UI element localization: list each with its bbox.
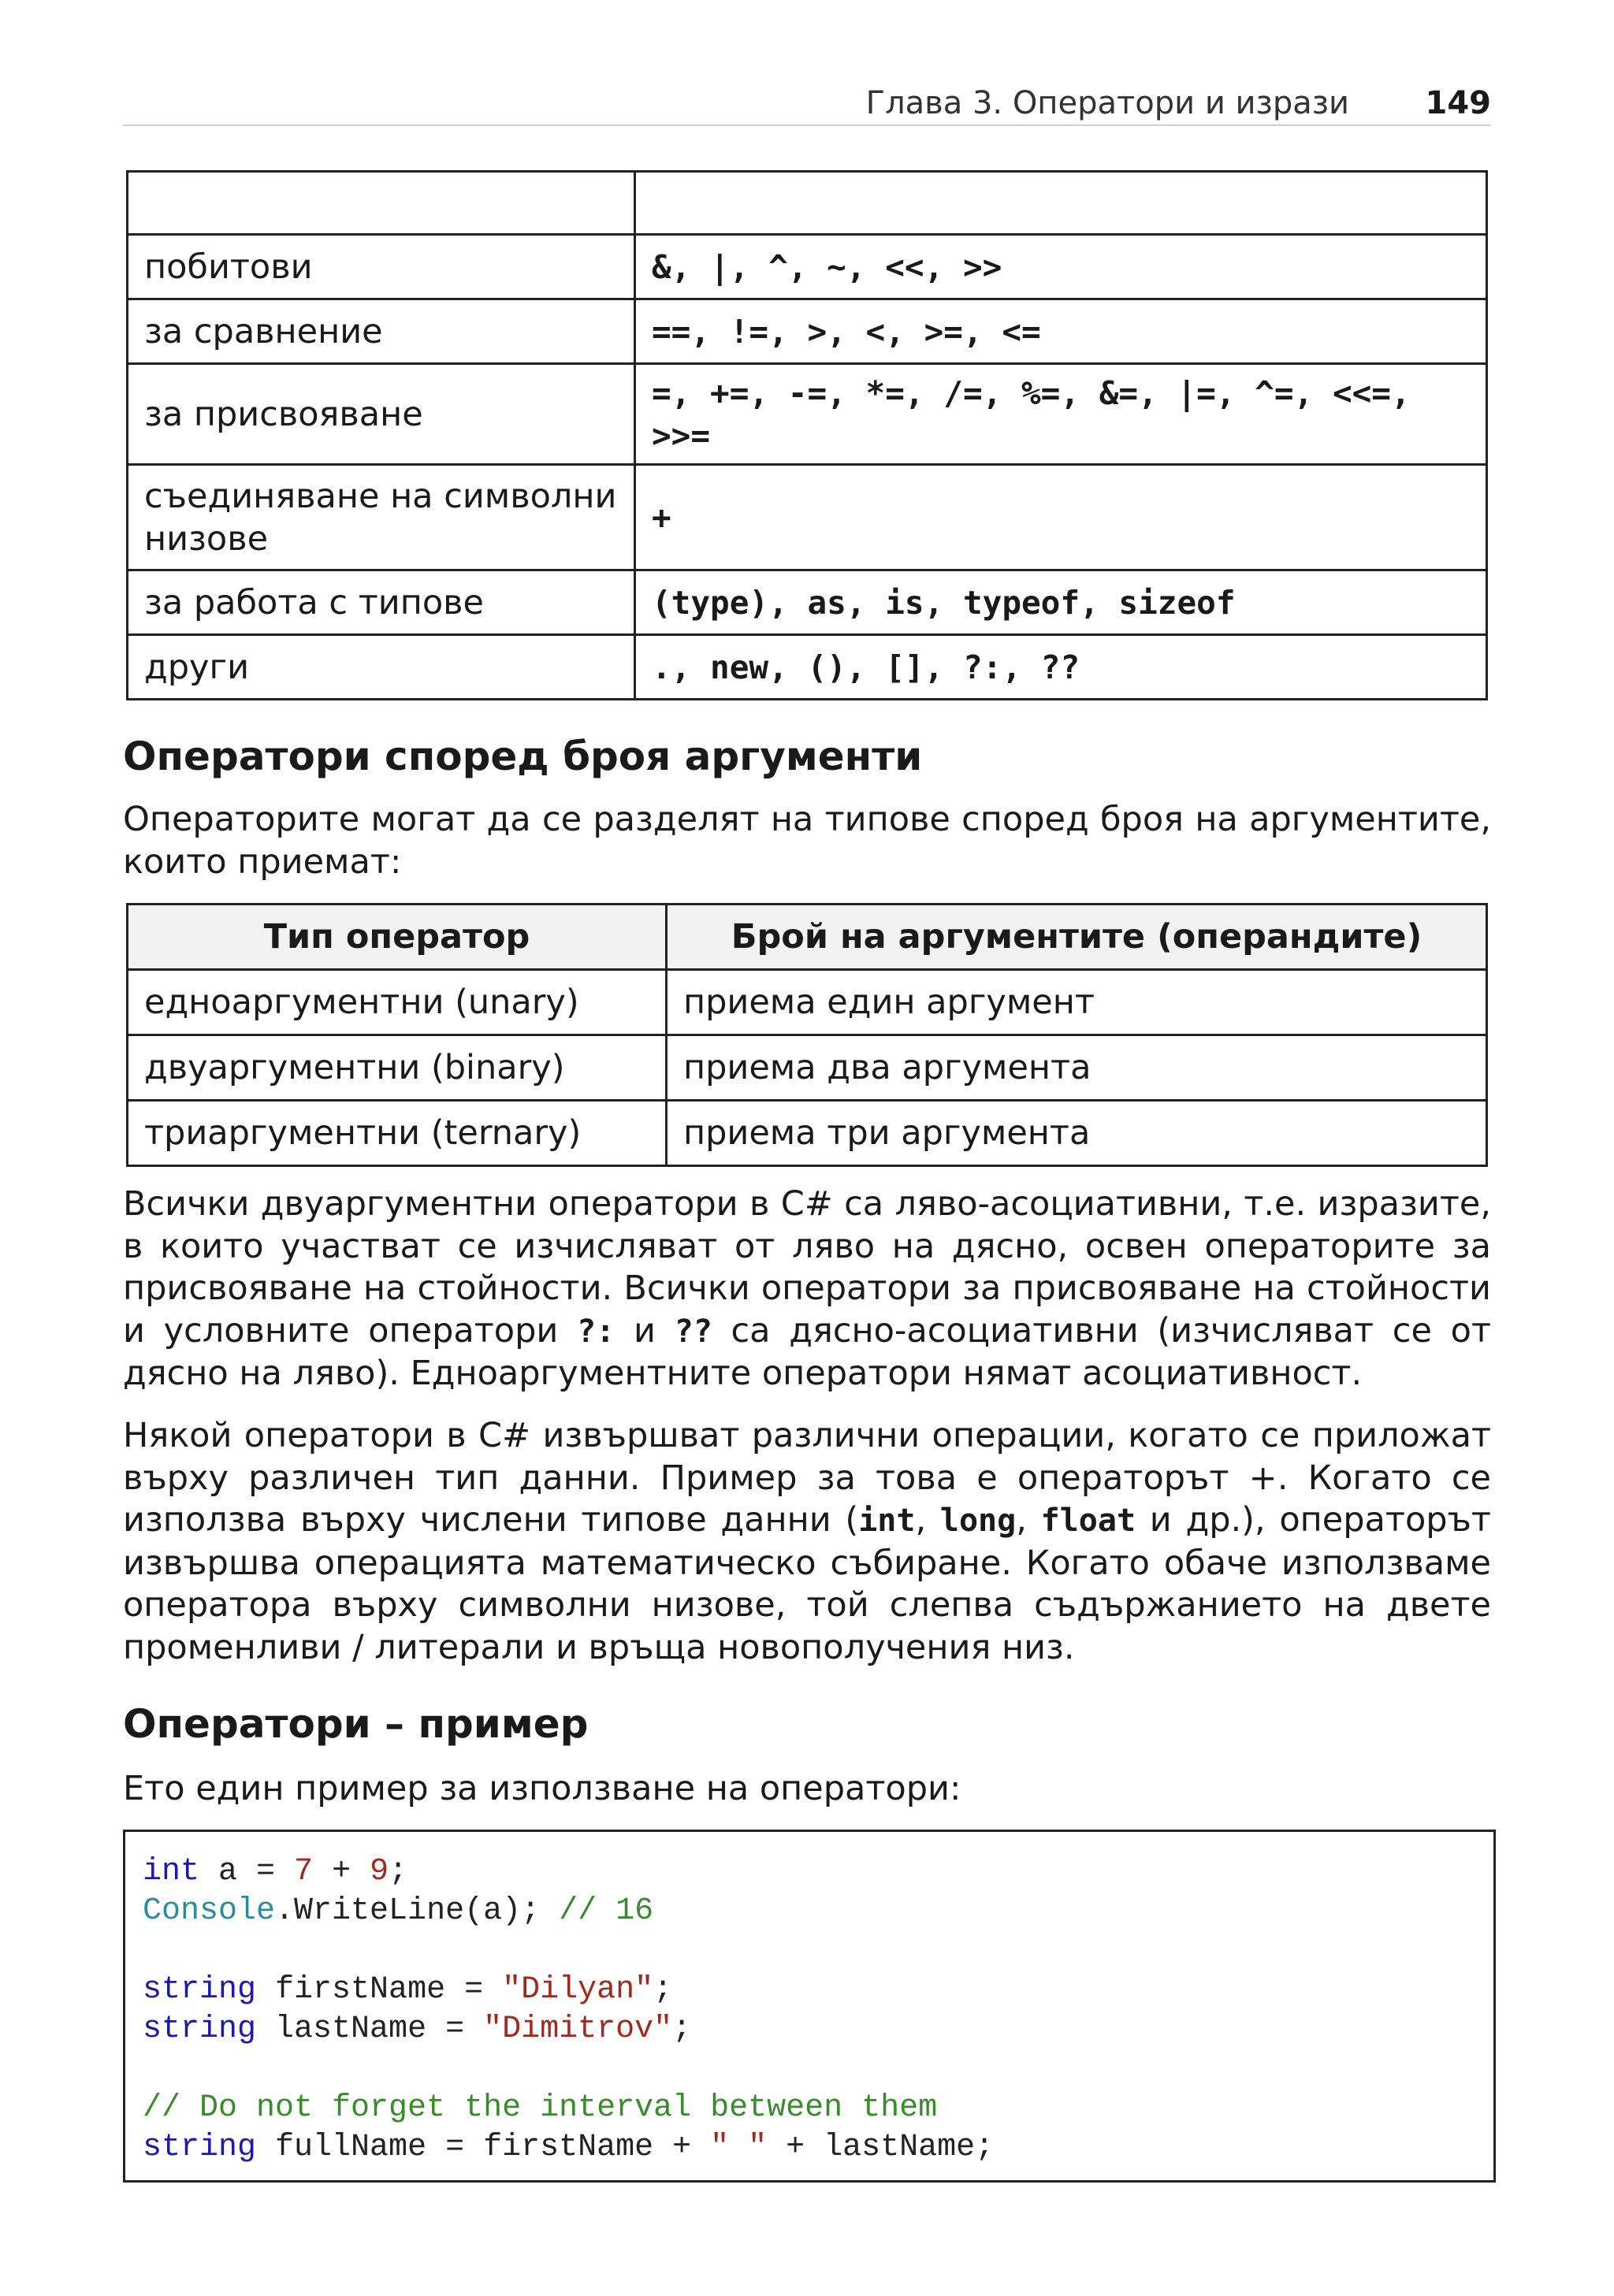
operator-type-cell: едноаргументни (unary) [128,970,667,1035]
section-heading-example: Оператори – пример [123,1701,589,1747]
page-number: 149 [1425,85,1491,121]
operators-cell: (type), as, is, typeof, sizeof [635,570,1487,635]
table-row [128,172,1487,235]
argument-count-cell: приема три аргумента [667,1101,1487,1166]
inline-code: ?: [577,1313,615,1350]
code-text: ; [389,1854,408,1889]
code-text: firstName = [256,1972,503,2008]
code-string: "Dimitrov" [483,2012,673,2047]
category-cell: за работа с типове [128,570,635,635]
associativity-paragraph [123,1183,1491,1395]
operators-cell: + [635,465,1487,570]
table-row [128,465,1487,570]
paragraph-text: са дясно-асоциативни (изчисляват се от дясно на ляво). Едноаргументните оператори нямат асоциативност. [123,1310,1491,1393]
inline-code: long [939,1503,1017,1539]
operators-by-category-table [126,170,1488,700]
argument-count-cell: приема два аргумента [667,1035,1487,1101]
table-row [128,635,1487,700]
table-row [128,364,1487,465]
code-number: 7 [294,1854,314,1889]
column-header-argument-count: Брой на аргументите (операндите) [667,905,1487,970]
table-row [128,1101,1487,1166]
operators-cell: &, |, ^, ~, <<, >> [635,235,1487,299]
code-keyword: string [143,1972,257,2008]
category-cell: за сравнение [128,299,635,364]
category-cell: съединяване на символни низове [128,465,635,570]
code-string: " " [710,2130,768,2165]
code-text: .WriteLine(a); [275,1893,560,1929]
overloading-paragraph [123,1415,1491,1669]
operator-type-cell: двуаргументни (binary) [128,1035,667,1101]
paragraph-text: , [915,1500,940,1540]
code-number: 9 [370,1854,389,1889]
chapter-title: Глава 3. Оператори и изрази [865,85,1349,121]
table-row [128,235,1487,299]
table-row [128,570,1487,635]
code-listing [123,1830,1496,2183]
operator-arity-table [126,903,1488,1167]
operators-cell: ==, !=, >, <, >=, <= [635,299,1487,364]
code-keyword: string [143,2130,257,2165]
column-header-operator-type: Тип оператор [128,905,667,970]
code-comment: // 16 [559,1893,654,1929]
table-row [128,299,1487,364]
code-keyword: string [143,2012,257,2047]
code-text: fullName = firstName + [256,2130,711,2165]
code-text: ; [653,1972,673,2008]
operators-cell [635,172,1487,235]
paragraph-text: , [1016,1500,1041,1540]
category-cell: побитови [128,235,635,299]
table-row [128,970,1487,1035]
code-type: Console [143,1893,276,1929]
running-header [123,82,1491,126]
paragraph-text: и др.), операторът извършва операцията математическо събиране. Когато обаче използваме оператора върху символни низове, той слепва съдържанието на двете променливи / литерали и връща новополучения низ. [123,1500,1491,1667]
inline-code: int [858,1503,916,1539]
code-block [143,1852,994,2168]
code-keyword: int [143,1854,200,1889]
code-text: ; [672,2012,692,2047]
operator-type-cell: триаргументни (ternary) [128,1101,667,1166]
code-text: a = [199,1854,295,1889]
table-header-row [128,905,1487,970]
section-intro-paragraph: Операторите могат да се разделят на типове според броя на аргументите, които приемат: [123,800,1491,882]
section-heading-by-arguments: Оператори според броя аргументи [123,734,923,779]
code-text: + [313,1854,370,1889]
argument-count-cell: приема един аргумент [667,970,1487,1035]
paragraph-text: Някой оператори в C# извършват различни операции, когато се приложат върху различен тип данни. Пример за това е операторът +. Когато се използва върху числени типове данни ( [123,1416,1491,1540]
code-string: "Dilyan" [502,1972,654,2008]
table-row [128,1035,1487,1101]
code-text: lastName = [256,2012,484,2047]
example-intro-paragraph: Ето един пример за използване на оператори: [123,1769,961,1808]
inline-code: ?? [674,1313,712,1350]
paragraph-text: Всички двуаргументни оператори в C# са ляво-асоциативни, т.е. изразите, в които участват се изчисляват от ляво на дясно, освен операторите за присвояване на стойности. Всички оператори за присвояване на стойности и условните оператори [123,1184,1491,1350]
inline-code: float [1040,1503,1136,1539]
category-cell [128,172,635,235]
category-cell: други [128,635,635,700]
operators-cell: =, +=, -=, *=, /=, %=, &=, |=, ^=, <<=, >>= [635,364,1487,465]
category-cell: за присвояване [128,364,635,465]
code-comment: // Do not forget the interval between them [143,2090,938,2126]
paragraph-text: и [615,1310,675,1350]
code-text: + lastName; [767,2130,995,2165]
operators-cell: ., new, (), [], ?:, ?? [635,635,1487,700]
